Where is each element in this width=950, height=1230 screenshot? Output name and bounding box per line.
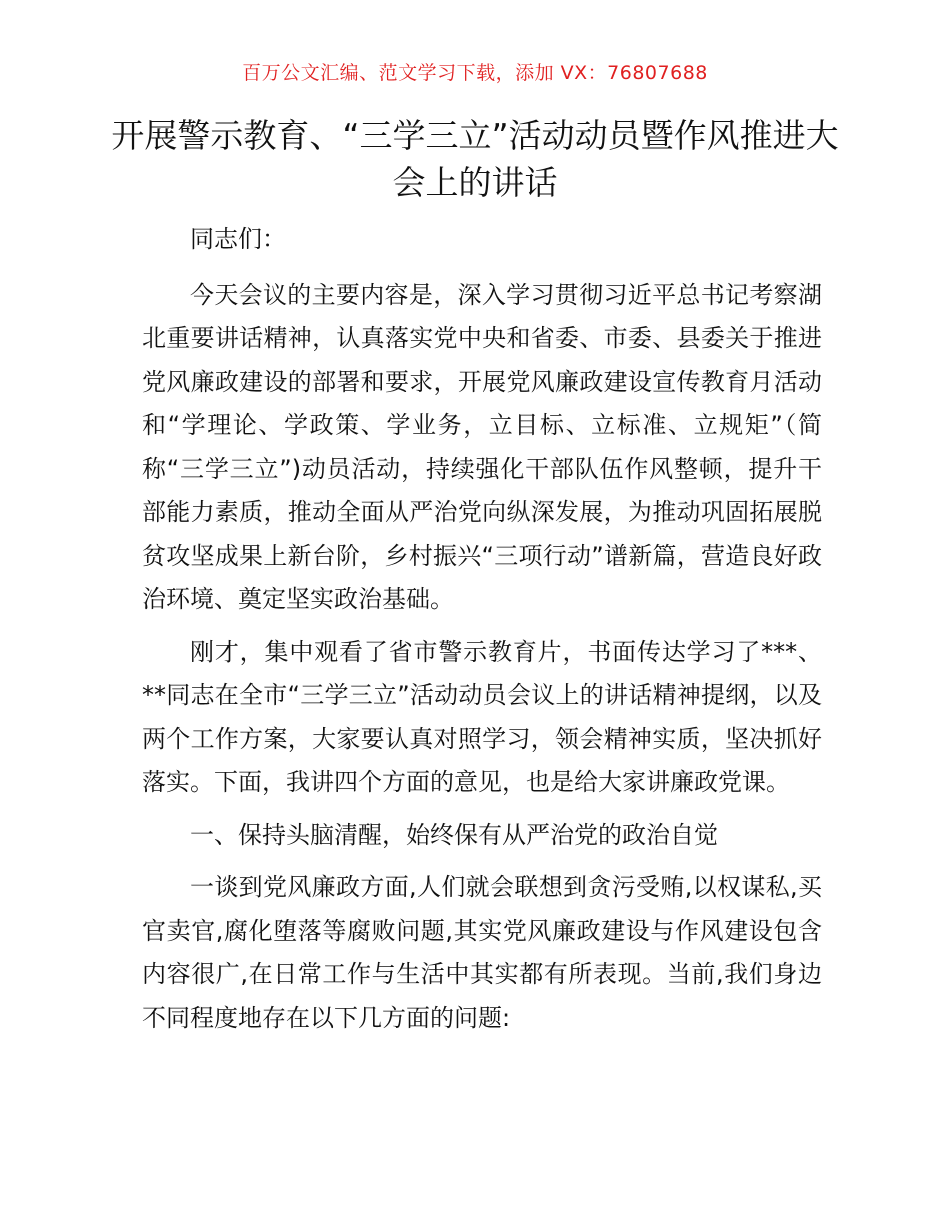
header-watermark-note: 百万公文汇编、范文学习下载，添加 VX：76807688	[242, 62, 708, 84]
document-body	[142, 218, 822, 1049]
paragraph-meeting-summary: 刚才，集中观看了省市警示教育片，书面传达学习了***、**同志在全市“三学三立”活动动员会议上的讲话精神提纲，以及两个工作方案，大家要认真对照学习，领会精神实质，坚决抓好落实。下面，我讲四个方面的意见，也是给大家讲廉政党课。	[142, 637, 822, 796]
paragraph-intro: 今天会议的主要内容是，深入学习贯彻习近平总书记考察湖北重要讲话精神，认真落实党中央和省委、市委、县委关于推进党风廉政建设的部署和要求，开展党风廉政建设宣传教育月活动和“学理论、学政策、学业务，立目标、立标准、立规矩”（简称“三学三立”)动员活动，持续强化干部队伍作风整顿，提升干部能力素质，推动全面从严治党向纵深发展，为推动巩固拓展脱贫攻坚成果上新台阶，乡村振兴“三项行动”谱新篇，营造良好政治环境、奠定坚实政治基础。	[142, 280, 822, 613]
section-heading-1: 一、保持头脑清醒，始终保有从严治党的政治自觉	[190, 820, 718, 849]
greeting: 同志们：	[190, 225, 286, 253]
paragraph-section1: 一谈到党风廉政方面,人们就会联想到贪污受贿,以权谋私,买官卖官,腐化堕落等腐败问题,其实党风廉政建设与作风建设包含内容很广,在日常工作与生活中其实都有所表现。当前,我们身边不同程度地存在以下几方面的问题:	[142, 873, 822, 1032]
document-title: 开展警示教育、“三学三立”活动动员暨作风推进大会上的讲话	[111, 116, 839, 202]
